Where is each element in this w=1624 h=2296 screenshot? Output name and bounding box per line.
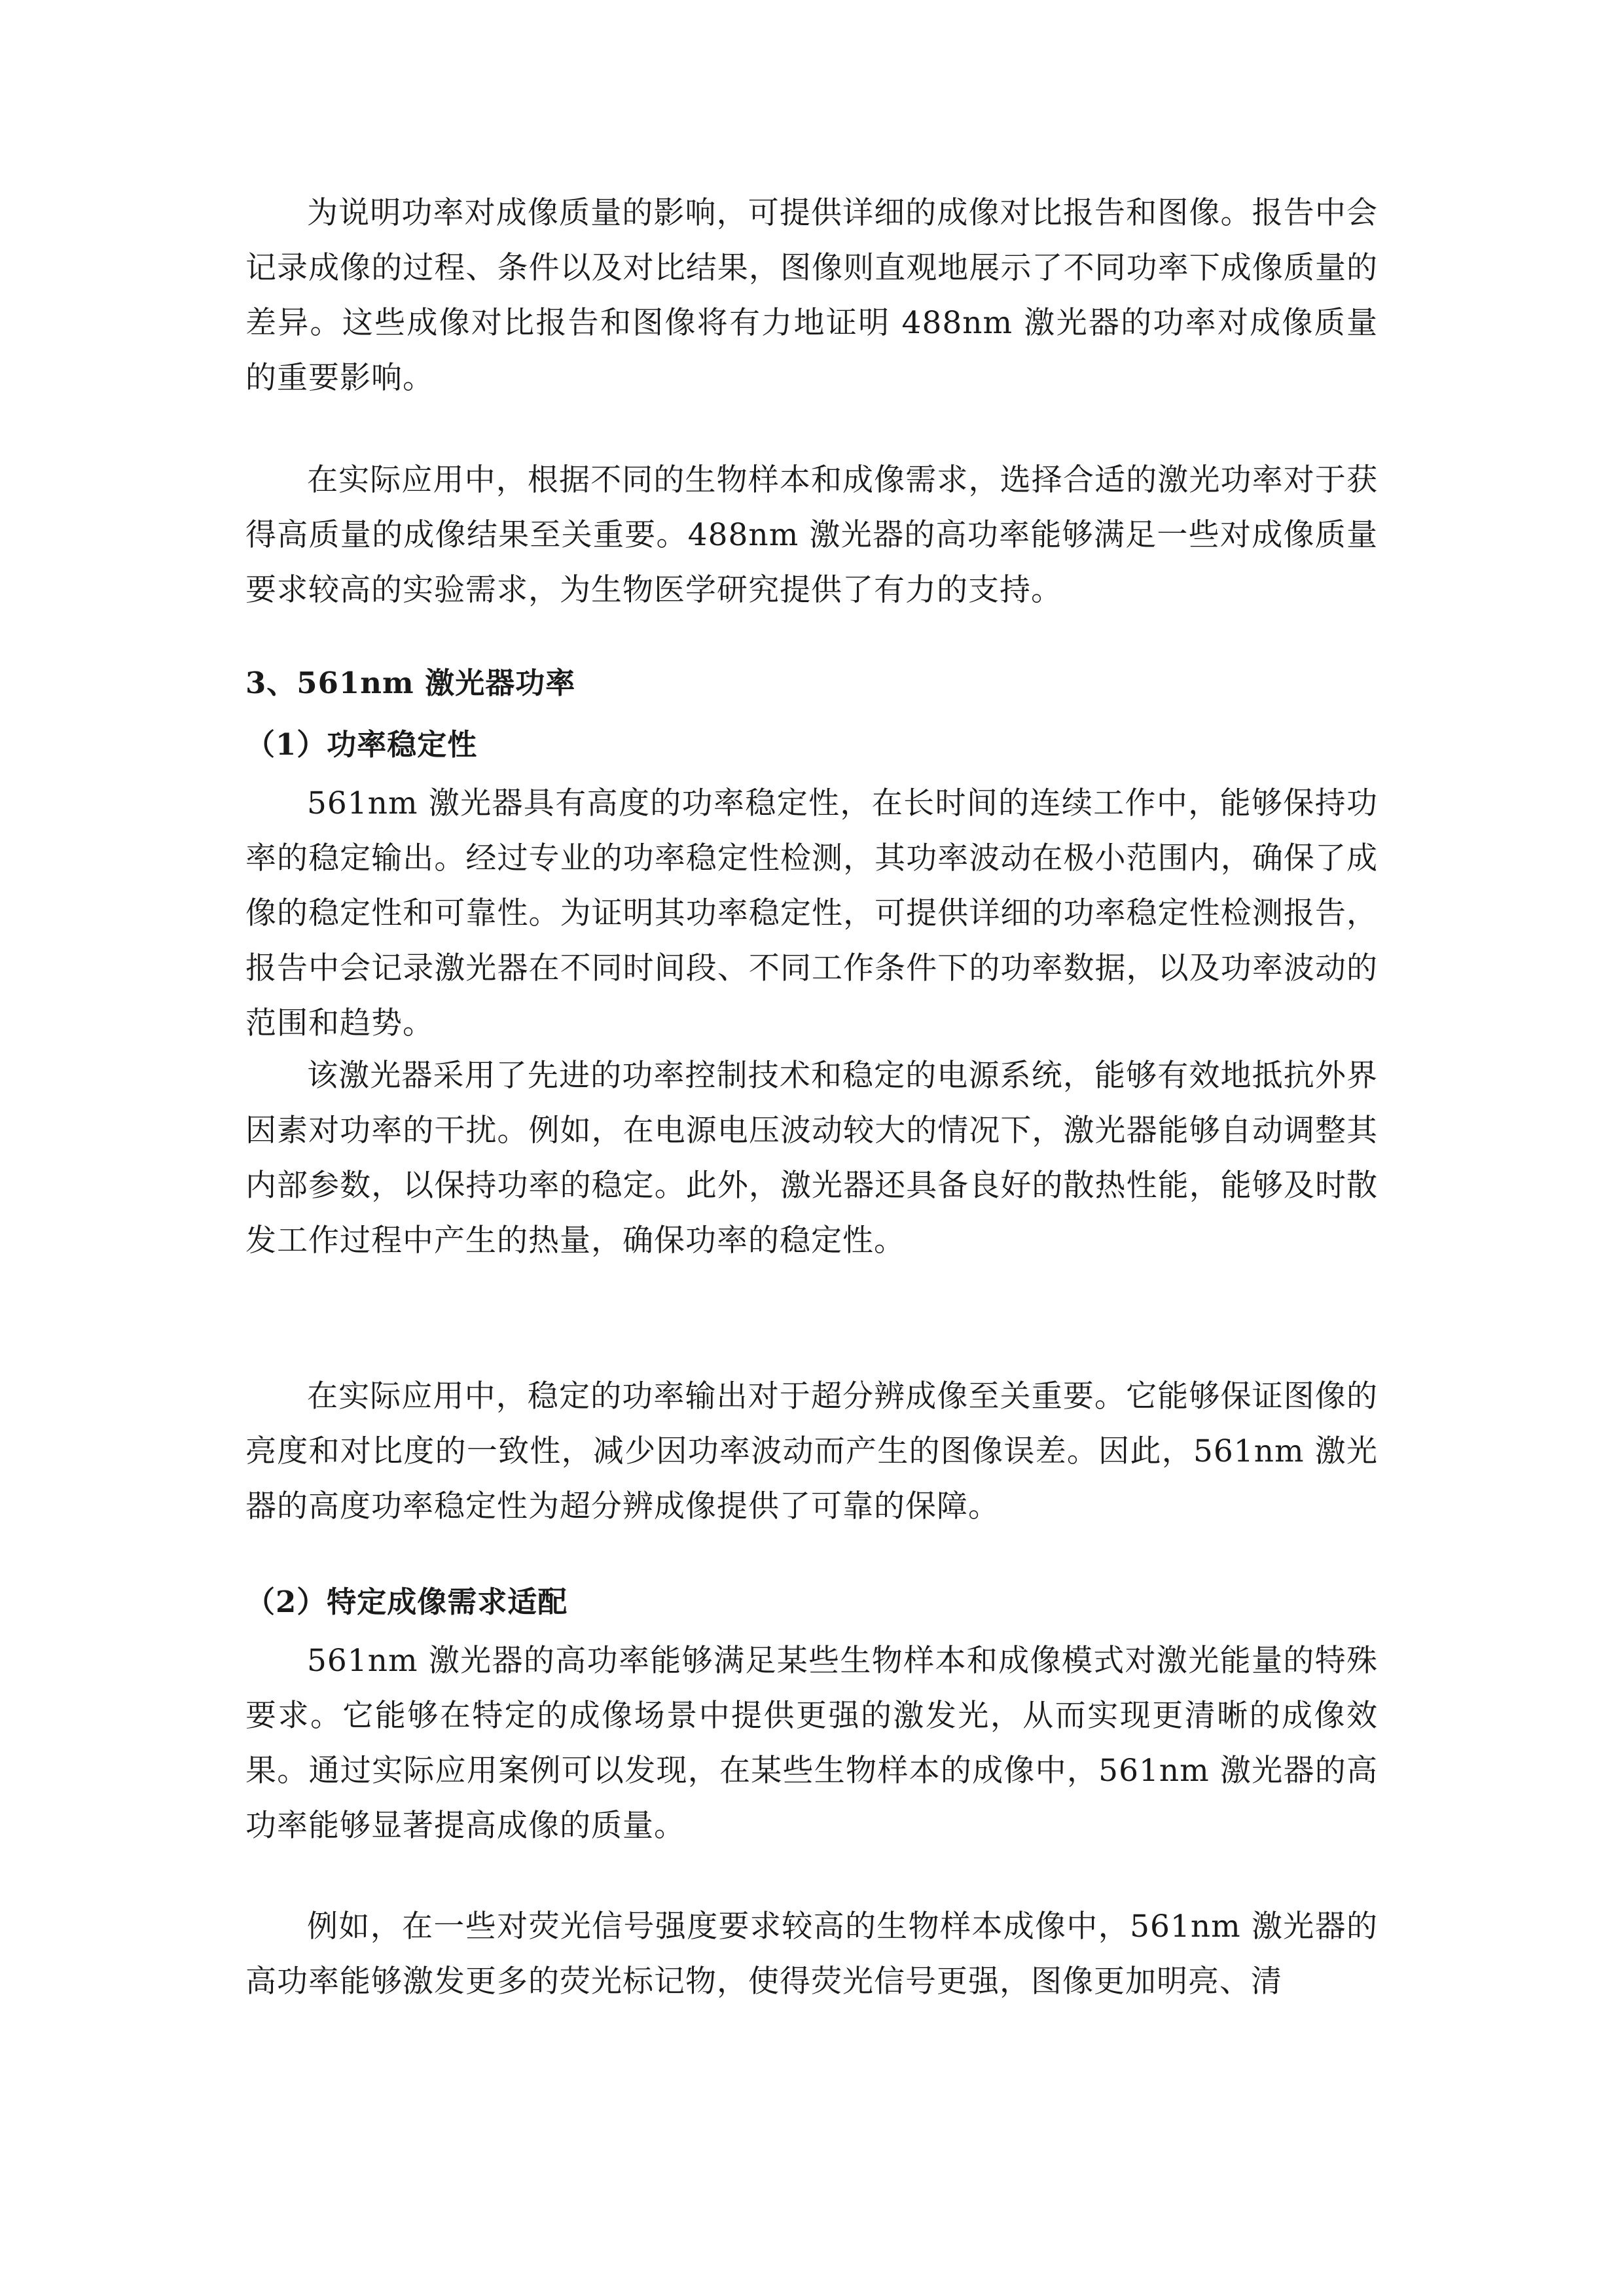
section-heading-561nm-power: 3、561nm 激光器功率 [245,666,576,700]
paragraph-imaging-comparison: 为说明功率对成像质量的影响，可提供详细的成像对比报告和图像。报告中会记录成像的过程、条件以及对比结果，图像则直观地展示了不同功率下成像质量的差异。这些成像对比报告和图像将有力地证明 488nm 激光器的功率对成像质量的重要影响。 [245,195,1378,396]
subheading-imaging-adaptation: （2）特定成像需求适配 [245,1585,568,1619]
paragraph-stable-output: 在实际应用中，稳定的功率输出对于超分辨成像至关重要。它能够保证图像的亮度和对比度的一致性，减少因功率波动而产生的图像误差。因此，561nm 激光器的高度功率稳定性为超分辨成像提供了可靠的保障。 [245,1378,1378,1524]
paragraph-example: 例如，在一些对荧光信号强度要求较高的生物样本成像中，561nm 激光器的高功率能够激发更多的荧光标记物，使得荧光信号更强，图像更加明亮、清 [245,1909,1378,2000]
paragraph-power-control: 该激光器采用了先进的功率控制技术和稳定的电源系统，能够有效地抵抗外界因素对功率的干扰。例如，在电源电压波动较大的情况下，激光器能够自动调整其内部参数，以保持功率的稳定。此外，激光器还具备良好的散热性能，能够及时散发工作过程中产生的热量，确保功率的稳定性。 [245,1058,1378,1259]
paragraph-power-selection: 在实际应用中，根据不同的生物样本和成像需求，选择合适的激光功率对于获得高质量的成像结果至关重要。488nm 激光器的高功率能够满足一些对成像质量要求较高的实验需求，为生物医学研究提供了有力的支持。 [245,462,1378,608]
paragraph-high-power: 561nm 激光器的高功率能够满足某些生物样本和成像模式对激光能量的特殊要求。它能够在特定的成像场景中提供更强的激发光，从而实现更清晰的成像效果。通过实际应用案例可以发现，在某些生物样本的成像中，561nm 激光器的高功率能够显著提高成像的质量。 [245,1643,1378,1844]
subheading-power-stability: （1）功率稳定性 [245,727,478,762]
paragraph-power-stability: 561nm 激光器具有高度的功率稳定性，在长时间的连续工作中，能够保持功率的稳定输出。经过专业的功率稳定性检测，其功率波动在极小范围内，确保了成像的稳定性和可靠性。为证明其功率稳定性，可提供详细的功率稳定性检测报告，报告中会记录激光器在不同时间段、不同工作条件下的功率数据，以及功率波动的范围和趋势。 [245,785,1378,1041]
